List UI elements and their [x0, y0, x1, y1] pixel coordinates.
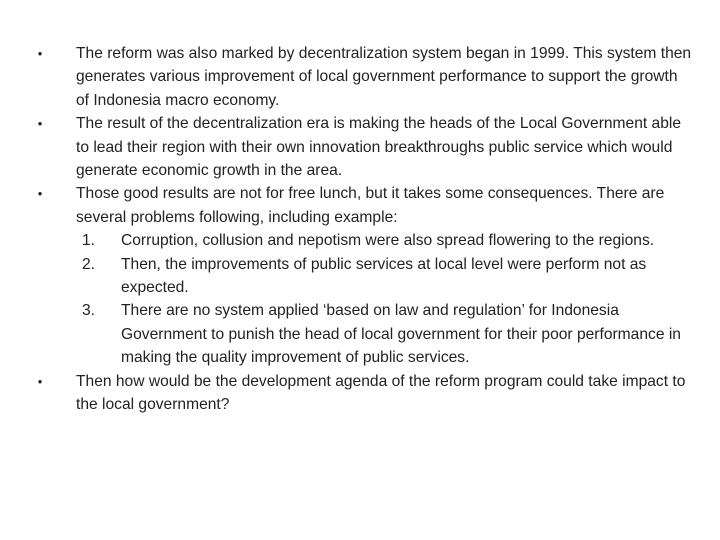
bullet-item-consequences	[32, 182, 692, 369]
bullet-icon: •	[37, 46, 43, 61]
problem-text: Then, the improvements of public services at local level were perform not as expected.	[121, 255, 647, 297]
bullet-text: The result of the decentralization era is making the heads of the Local Government able to lead their region with their own innovation breakthroughs public service which would generate economic growth in the area.	[76, 115, 682, 180]
bullet-item-decentralization	[32, 42, 692, 112]
bullet-text: Those good results are not for free lunch, but it takes some consequences. There are several problems following, including example:	[76, 185, 665, 226]
bullet-list	[32, 42, 692, 417]
problem-number: 3.	[82, 302, 96, 320]
bullet-icon: •	[37, 373, 43, 389]
problem-item-public-services	[76, 253, 692, 300]
bullet-text: The reform was also marked by decentralization system began in 1999. This system then generates various improvement of local government performance to support the growth of Indonesia macro economy.	[76, 45, 692, 109]
problem-item-corruption	[76, 229, 692, 252]
bullet-icon: •	[37, 116, 43, 132]
problem-list	[76, 229, 692, 369]
bullet-icon: •	[37, 186, 43, 202]
problem-number: 1.	[82, 232, 96, 250]
problem-item-no-system	[76, 299, 692, 369]
problem-text: There are no system applied ‘based on law and regulation’ for Indonesia Government to punish the head of local government for their poor performance in making the quality improvement of public services.	[121, 302, 681, 367]
bullet-text: Then how would be the development agenda of the reform program could take impact to the local government?	[76, 372, 686, 414]
problem-number: 2.	[82, 255, 96, 273]
problem-text: Corruption, collusion and nepotism were also spread flowering to the regions.	[121, 232, 655, 250]
bullet-item-result	[32, 112, 692, 182]
bullet-item-question	[32, 370, 692, 417]
